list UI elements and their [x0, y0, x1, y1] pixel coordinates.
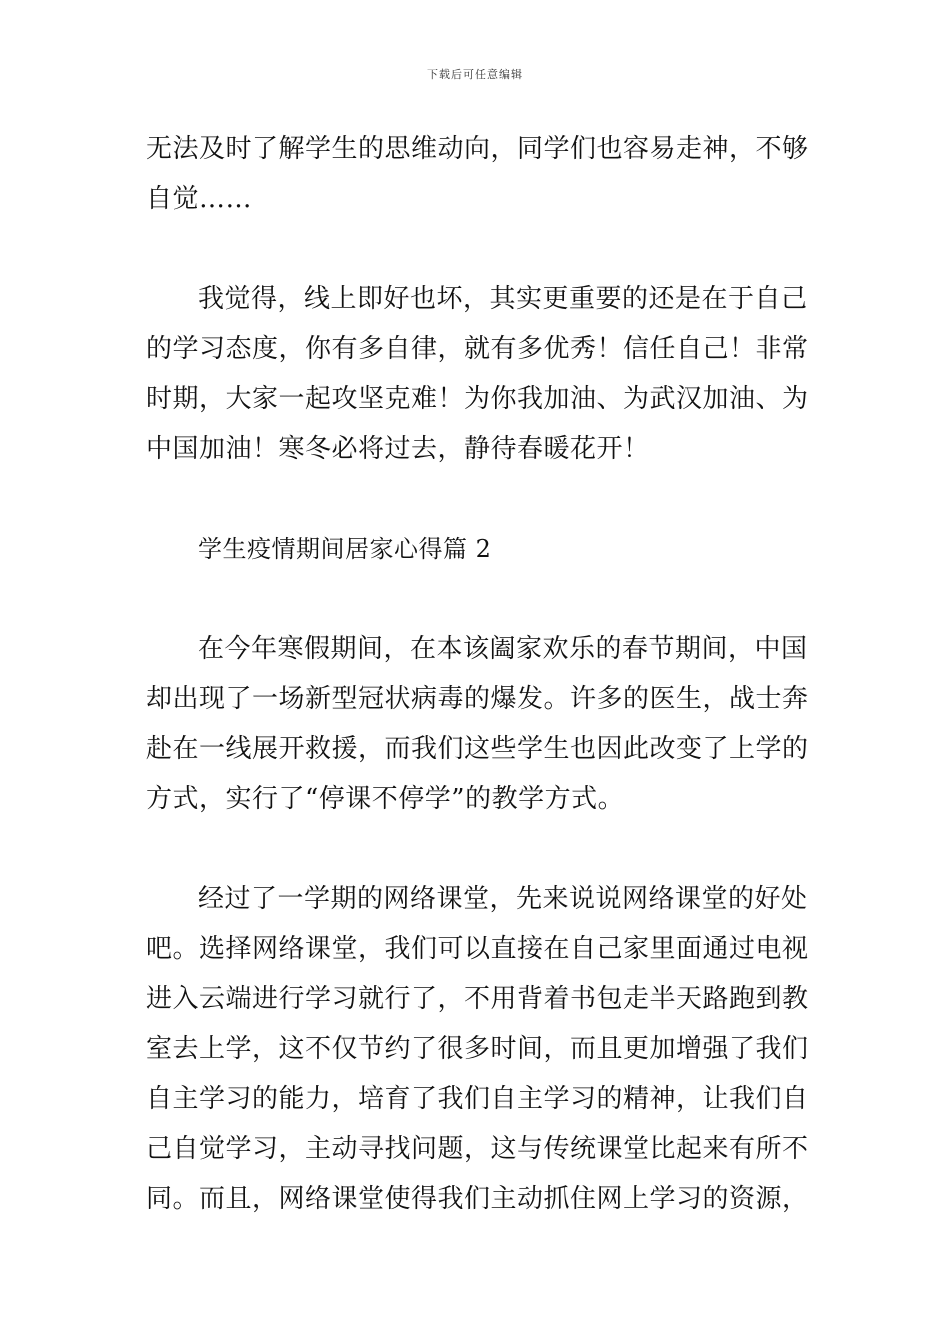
text-line: 中国加油！寒冬必将过去，静待春暖花开！	[146, 434, 650, 464]
paragraph	[146, 874, 816, 1224]
text-line: 吧。选择网络课堂，我们可以直接在自己家里面通过电视	[146, 934, 809, 964]
text-line: 己自觉学习，主动寻找问题，这与传统课堂比起来有所不	[146, 1134, 809, 1164]
document-body	[146, 124, 816, 1224]
page-header-note: 下载后可任意编辑	[427, 68, 523, 81]
text-line: 时期，大家一起攻坚克难！为你我加油、为武汉加油、为	[146, 384, 809, 414]
paragraph	[146, 274, 816, 474]
text-line: 的学习态度，你有多自律，就有多优秀！信任自己！非常	[146, 334, 809, 364]
text-line: 方式，实行了“停课不停学”的教学方式。	[146, 784, 625, 814]
paragraph	[146, 624, 816, 824]
section-title: 学生疫情期间居家心得篇 2	[198, 535, 492, 563]
text-line: 却出现了一场新型冠状病毒的爆发。许多的医生，战士奔	[146, 684, 809, 714]
text-line: 经过了一学期的网络课堂，先来说说网络课堂的好处	[198, 884, 808, 914]
text-line: 自主学习的能力，培育了我们自主学习的精神，让我们自	[146, 1084, 809, 1114]
text-line: 无法及时了解学生的思维动向，同学们也容易走神，不够	[146, 134, 809, 164]
text-line: 赴在一线展开救援，而我们这些学生也因此改变了上学的	[146, 734, 809, 764]
text-line: 在今年寒假期间，在本该阖家欢乐的春节期间，中国	[198, 634, 808, 664]
paragraph-continuation	[146, 124, 816, 224]
text-line: 室去上学，这不仅节约了很多时间，而且更加增强了我们	[146, 1034, 809, 1064]
text-line: 我觉得，线上即好也坏，其实更重要的还是在于自己	[198, 284, 808, 314]
text-line: 自觉……	[146, 184, 253, 214]
text-line: 同。而且，网络课堂使得我们主动抓住网上学习的资源，	[146, 1184, 809, 1214]
text-line: 进入云端进行学习就行了，不用背着书包走半天路跑到教	[146, 984, 809, 1014]
